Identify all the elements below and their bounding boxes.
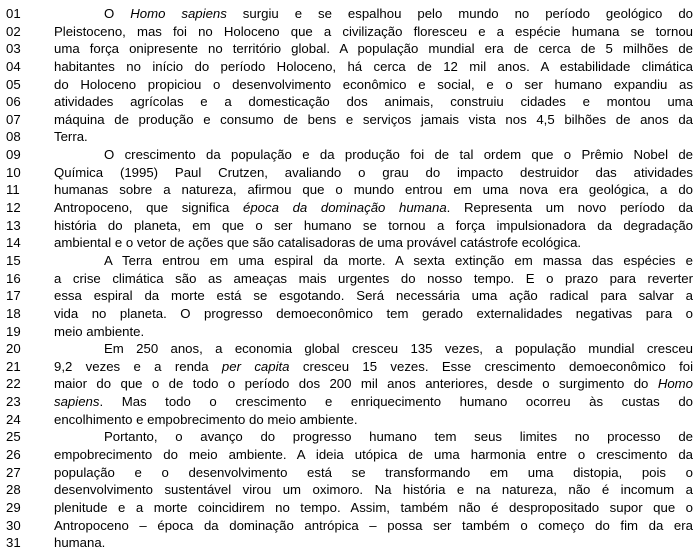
line-number: 19 [6, 323, 21, 339]
text-line [0, 323, 700, 341]
text-line [0, 76, 700, 94]
text-segment: desenvolvimento sustentável virou um oximoro. Na história e na natureza, não é incomum a [54, 482, 693, 498]
text-segment: cresceu 15 vezes. Esse crescimento demoeconômico foi [289, 358, 693, 374]
line-number: 22 [6, 376, 21, 392]
text-line [0, 199, 700, 217]
text-segment: do Holoceno propiciou o desenvolvimento econômico e social, e o ser humano expandiu as [54, 76, 693, 92]
text-segment: ambiental e o vetor de ações que são catalisadoras de uma provável catástrofe ecológica. [54, 235, 582, 251]
line-number: 31 [6, 535, 21, 551]
text-line [0, 181, 700, 199]
line-number: 09 [6, 147, 21, 163]
line-text [54, 375, 693, 393]
text-line [0, 411, 700, 429]
line-number: 20 [6, 341, 21, 357]
text-segment: 9,2 vezes e a renda [54, 358, 222, 374]
line-text [54, 393, 693, 411]
line-number: 18 [6, 305, 21, 321]
line-text [54, 217, 693, 235]
text-line [0, 93, 700, 111]
line-text [54, 93, 693, 111]
text-line [0, 340, 700, 358]
text-segment: Terra. [54, 129, 88, 145]
line-text [54, 287, 693, 305]
text-line [0, 40, 700, 58]
text-line [0, 111, 700, 129]
text-line [0, 393, 700, 411]
line-text [54, 481, 693, 499]
line-number: 07 [6, 111, 21, 127]
text-segment: Pleistoceno, mas foi no Holoceno que a civilização floresceu e a espécie humana se tornou [54, 23, 693, 39]
line-text [54, 305, 693, 323]
text-segment: uma força onipresente no território global. A população mundial era de cerca de 5 milhões de [54, 41, 693, 57]
text-line [0, 5, 700, 23]
line-text [54, 517, 693, 535]
line-text [54, 358, 693, 376]
line-text [54, 199, 693, 217]
line-text [54, 146, 693, 164]
line-number: 27 [6, 464, 21, 480]
line-number: 11 [6, 182, 20, 198]
text-line [0, 23, 700, 41]
italic-text: sapiens [54, 394, 100, 410]
text-segment: Antropoceno, que significa [54, 200, 243, 216]
text-line [0, 234, 700, 252]
line-text [54, 323, 693, 341]
text-line [0, 428, 700, 446]
text-line [0, 305, 700, 323]
text-segment: meio ambiente. [54, 323, 145, 339]
text-segment: habitantes no início do período Holoceno, há cerca de 12 mil anos. A estabilidade climática [54, 58, 693, 74]
line-text [54, 234, 693, 252]
line-text [54, 340, 693, 358]
text-line [0, 517, 700, 535]
line-number: 01 [6, 6, 21, 21]
line-text [54, 252, 693, 270]
italic-text: per capita [221, 358, 290, 374]
line-number: 26 [6, 447, 21, 463]
text-segment: história do planeta, em que o ser humano se tornou a força impulsionadora da degradação [54, 217, 693, 233]
line-number: 21 [6, 358, 21, 374]
text-segment: Portanto, o avanço do progresso humano tem seus limites no processo de [104, 429, 693, 445]
line-text [54, 534, 693, 552]
text-line [0, 270, 700, 288]
line-number: 03 [6, 41, 21, 57]
line-text [54, 428, 693, 446]
line-number: 25 [6, 429, 21, 445]
italic-text: época da dominação humana [243, 200, 447, 216]
text-line [0, 287, 700, 305]
text-segment: . Mas todo o crescimento e enriquecimento humano ocorreu às custas do [99, 394, 693, 410]
text-line [0, 499, 700, 517]
line-number: 23 [6, 394, 21, 410]
line-number: 17 [6, 288, 21, 304]
text-segment: população e o desenvolvimento está se transformando em uma distopia, pois o [54, 464, 693, 480]
text-segment: humanas sobre a natureza, afirmou que o mundo entrou em uma nova era geológica, a do [54, 182, 693, 198]
line-number: 14 [6, 235, 21, 251]
text-segment: O [104, 6, 131, 21]
text-line [0, 146, 700, 164]
line-number: 13 [6, 217, 21, 233]
line-text [54, 446, 693, 464]
text-segment: vida no planeta. O progresso demoeconômico tem gerado externalidades negativas para o [54, 305, 693, 321]
text-line [0, 464, 700, 482]
text-segment: máquina de produção e consumo de bens e serviços jamais vista nos 4,5 bilhões de anos da [54, 111, 693, 127]
text-segment: a crise climática são as ameaças mais urgentes do nosso tempo. E o prazo para reverter [54, 270, 693, 286]
line-text [54, 5, 693, 23]
text-segment: essa espiral da morte está se esgotando. Será necessária uma ação radical para salvar a [54, 288, 693, 304]
line-text [54, 58, 693, 76]
text-line [0, 217, 700, 235]
text-line [0, 58, 700, 76]
text-segment: empobrecimento do meio ambiente. A ideia utópica de uma harmonia entre o crescimento da [54, 447, 693, 463]
text-segment: Antropoceno – época da dominação antrópica – possa ser também o começo do fim da era [54, 517, 693, 533]
text-line [0, 252, 700, 270]
line-text [54, 40, 693, 58]
line-number: 05 [6, 76, 21, 92]
line-number: 15 [6, 252, 21, 268]
line-number: 02 [6, 23, 21, 39]
line-text [54, 23, 693, 41]
line-text [54, 464, 693, 482]
line-number: 06 [6, 94, 21, 110]
line-number: 28 [6, 482, 21, 498]
italic-text: Homo [657, 376, 693, 392]
line-text [54, 270, 693, 288]
line-number: 16 [6, 270, 21, 286]
line-number: 08 [6, 129, 21, 145]
line-text [54, 76, 693, 94]
text-segment: surgiu e se espalhou pelo mundo no período geológico do [226, 6, 693, 21]
text-line [0, 358, 700, 376]
line-text [54, 499, 693, 517]
line-text [54, 111, 693, 129]
line-text [54, 164, 693, 182]
text-line [0, 164, 700, 182]
document-text [0, 5, 700, 552]
line-number: 24 [6, 411, 21, 427]
text-segment: Em 250 anos, a economia global cresceu 135 vezes, a população mundial cresceu [104, 341, 693, 357]
line-text [54, 411, 693, 429]
text-segment: . Representa um novo período da [446, 200, 693, 216]
line-text [54, 181, 693, 199]
text-segment: O crescimento da população e da produção foi de tal ordem que o Prêmio Nobel de [104, 147, 693, 163]
line-text [54, 128, 693, 146]
text-line [0, 375, 700, 393]
text-segment: Química (1995) Paul Crutzen, avaliando o grau do impacto destruidor das atividades [54, 164, 693, 180]
text-segment: atividades agrícolas e a domesticação dos animais, construiu cidades e montou uma [54, 94, 693, 110]
line-number: 30 [6, 517, 21, 533]
text-segment: humana. [54, 535, 106, 551]
text-line [0, 534, 700, 552]
text-line [0, 481, 700, 499]
line-number: 04 [6, 58, 21, 74]
italic-text: Homo sapiens [130, 6, 227, 21]
line-number: 12 [6, 200, 21, 216]
line-number: 29 [6, 499, 21, 515]
text-segment: A Terra entrou em uma espiral da morte. A sexta extinção em massa das espécies e [104, 252, 693, 268]
line-number: 10 [6, 164, 21, 180]
text-line [0, 446, 700, 464]
text-segment: maior do que o de todo o período dos 200 mil anos anteriores, desde o surgimento do [54, 376, 658, 392]
text-line [0, 128, 700, 146]
text-segment: plenitude e a morte coincidirem no tempo. Assim, também não é despropositado supor que o [54, 499, 693, 515]
text-segment: encolhimento e empobrecimento do meio ambiente. [54, 411, 358, 427]
